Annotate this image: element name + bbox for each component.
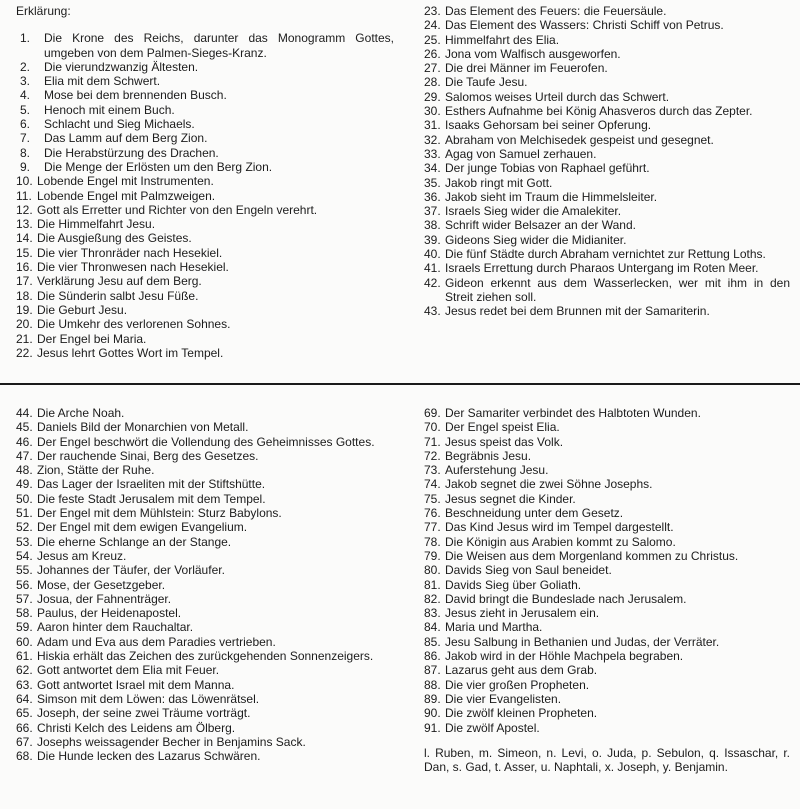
item-text: Gott als Erretter und Richter von den Engeln verehrt. (37, 202, 318, 217)
item-text: Das Element des Wassers: Christi Schiff von Petrus. (445, 18, 724, 33)
legend-item (424, 606, 790, 620)
legend-item (424, 449, 790, 463)
item-number: 21. (16, 331, 33, 346)
item-text: Die Weisen aus dem Morgenland kommen zu Christus. (445, 548, 739, 563)
item-text: Simson mit dem Löwen: das Löwenrätsel. (37, 691, 260, 706)
legend-item (424, 492, 790, 506)
item-text: Israels Sieg wider die Amalekiter. (445, 204, 622, 219)
legend-item (424, 190, 790, 204)
item-text: Davids Sieg von Saul beneidet. (445, 563, 612, 578)
item-number: 54. (16, 548, 33, 563)
legend-item (424, 33, 790, 47)
legend-item (424, 118, 790, 132)
top-left-column (16, 4, 394, 360)
item-text: Lobende Engel mit Instrumenten. (37, 174, 214, 189)
legend-item (16, 649, 394, 663)
item-number: 25. (424, 32, 441, 47)
legend-item (424, 635, 790, 649)
legend-item (424, 406, 790, 420)
legend-list (424, 406, 790, 735)
legend-item (16, 74, 394, 88)
item-number: 28. (424, 75, 441, 90)
legend-item (424, 549, 790, 563)
item-number: 55. (16, 563, 33, 578)
item-text: Schlacht und Sieg Michaels. (44, 117, 195, 132)
item-text: Abraham von Melchisedek gespeist und gesegnet. (445, 132, 714, 147)
item-text: Die vierundzwanzig Ältesten. (44, 59, 199, 74)
legend-item (424, 204, 790, 218)
item-text: Jakob sieht im Traum die Himmelsleiter. (445, 189, 658, 204)
legend-item (424, 692, 790, 706)
item-text: Die vier großen Propheten. (445, 677, 590, 692)
item-number: 68. (16, 749, 33, 764)
item-text: Hiskia erhält das Zeichen des zurückgehenden Sonnenzeigers. (37, 649, 374, 664)
legend-list (424, 4, 790, 319)
tribes-note: l. Ruben, m. Simeon, n. Levi, o. Juda, p. Sebulon, q. Issaschar, r. Dan, s. Gad, t. Asser, u. Naphtali, x. Joseph, y. Benjamin. (424, 745, 790, 775)
legend-item (424, 678, 790, 692)
legend-item (16, 520, 394, 534)
item-number: 27. (424, 61, 441, 76)
item-text: Der rauchende Sinai, Berg des Gesetzes. (37, 448, 259, 463)
legend-item (16, 189, 394, 203)
item-text: Die Sünderin salbt Jesu Füße. (37, 288, 199, 303)
legend-item (16, 563, 394, 577)
item-text: Das Element des Feuers: die Feuersäule. (445, 4, 667, 18)
item-text: Der Engel beschwört die Vollendung des Geheimnisses Gottes. (37, 434, 375, 449)
legend-item (16, 406, 394, 420)
legend-item (16, 346, 394, 360)
item-text: Die fünf Städte durch Abraham vernichtet zur Rettung Loths. (445, 247, 766, 262)
legend-item (16, 260, 394, 274)
legend-item (16, 635, 394, 649)
item-number: 51. (16, 506, 33, 521)
item-number: 59. (16, 620, 33, 635)
legend-item (424, 706, 790, 720)
item-text: Der Samariter verbindet des Halbtoten Wunden. (445, 406, 701, 420)
item-text: Paulus, der Heidenapostel. (37, 606, 182, 621)
item-number: 67. (16, 734, 33, 749)
item-text: Die Königin aus Arabien kommt zu Salomo. (445, 534, 676, 549)
item-number: 34. (424, 161, 441, 176)
legend-item (424, 218, 790, 232)
item-text: Das Kind Jesus wird im Tempel dargestellt. (445, 520, 674, 535)
item-number: 83. (424, 606, 441, 621)
item-number: 32. (424, 132, 441, 147)
top-section (0, 4, 800, 376)
item-text: Jesus lehrt Gottes Wort im Tempel. (37, 345, 224, 360)
item-text: Mose bei dem brennenden Busch. (44, 88, 227, 103)
legend-item (16, 578, 394, 592)
legend-item (424, 247, 790, 261)
legend-item (16, 217, 394, 231)
item-number: 10. (16, 174, 33, 189)
item-number: 71. (424, 434, 441, 449)
item-number: 88. (424, 677, 441, 692)
legend-item (16, 246, 394, 260)
item-number: 26. (424, 46, 441, 61)
item-number: 65. (16, 706, 33, 721)
item-text: Verklärung Jesu auf dem Berg. (37, 274, 202, 289)
item-number: 44. (16, 406, 33, 420)
item-number: 45. (16, 420, 33, 435)
item-number: 80. (424, 563, 441, 578)
item-number: 64. (16, 691, 33, 706)
item-text: Aaron hinter dem Rauchaltar. (37, 620, 194, 635)
legend-item (16, 706, 394, 720)
item-text: Lazarus geht aus dem Grab. (445, 663, 598, 678)
legend-item (16, 492, 394, 506)
item-number: 29. (424, 89, 441, 104)
item-text: Die Krone des Reichs, darunter das Monogramm Gottes, umgeben von dem Palmen-Sieges-Kranz. (44, 31, 394, 60)
item-text: Der Engel speist Elia. (445, 420, 560, 435)
item-text: Die vier Evangelisten. (445, 691, 562, 706)
item-text: Israels Errettung durch Pharaos Untergang im Roten Meer. (445, 261, 759, 276)
legend-list (16, 406, 394, 763)
item-number: 2. (20, 59, 31, 74)
item-text: Der Engel mit dem Mühlstein: Sturz Babylons. (37, 506, 282, 521)
item-number: 69. (424, 406, 441, 420)
item-text: Zion, Stätte der Ruhe. (37, 463, 155, 478)
item-number: 14. (16, 231, 33, 246)
legend-item (16, 463, 394, 477)
item-text: Beschneidung unter dem Gesetz. (445, 506, 624, 521)
legend-item (424, 133, 790, 147)
item-number: 7. (20, 131, 31, 146)
legend-item (424, 592, 790, 606)
item-number: 90. (424, 706, 441, 721)
legend-item (424, 477, 790, 491)
item-text: Lobende Engel mit Palmzweigen. (37, 188, 216, 203)
legend-item (424, 276, 790, 305)
item-number: 22. (16, 345, 33, 360)
legend-item (16, 231, 394, 245)
legend-item (424, 304, 790, 318)
item-number: 86. (424, 649, 441, 664)
legend-item (16, 678, 394, 692)
item-text: Jakob segnet die zwei Söhne Josephs. (445, 477, 653, 492)
legend-item (424, 721, 790, 735)
item-number: 57. (16, 591, 33, 606)
item-text: Jesus zieht in Jerusalem ein. (445, 606, 600, 621)
item-number: 35. (424, 175, 441, 190)
item-number: 24. (424, 18, 441, 33)
item-text: Isaaks Gehorsam bei seiner Opferung. (445, 118, 652, 133)
legend-item (16, 31, 394, 60)
item-number: 43. (424, 304, 441, 319)
item-text: Die Taufe Jesu. (445, 75, 528, 90)
item-number: 41. (424, 261, 441, 276)
legend-item (424, 435, 790, 449)
legend-item (16, 592, 394, 606)
item-number: 70. (424, 420, 441, 435)
legend-item (16, 203, 394, 217)
item-number: 60. (16, 634, 33, 649)
item-number: 53. (16, 534, 33, 549)
legend-item (16, 88, 394, 102)
item-text: Die eherne Schlange an der Stange. (37, 534, 232, 549)
item-text: Die Menge der Erlösten um den Berg Zion. (44, 159, 273, 174)
item-number: 78. (424, 534, 441, 549)
item-number: 62. (16, 663, 33, 678)
item-number: 39. (424, 232, 441, 247)
item-number: 23. (424, 4, 441, 18)
legend-item (424, 649, 790, 663)
legend-list (16, 31, 394, 360)
item-number: 42. (424, 275, 441, 290)
item-text: Jesus redet bei dem Brunnen mit der Samariterin. (445, 304, 710, 319)
item-number: 79. (424, 548, 441, 563)
item-text: Das Lager der Israeliten mit der Stiftshütte. (37, 477, 266, 492)
item-number: 36. (424, 189, 441, 204)
item-text: Die Arche Noah. (37, 406, 125, 420)
item-number: 82. (424, 591, 441, 606)
legend-item (16, 160, 394, 174)
item-number: 46. (16, 434, 33, 449)
item-number: 1. (20, 31, 31, 46)
legend-item (16, 663, 394, 677)
item-number: 84. (424, 620, 441, 635)
legend-item (424, 147, 790, 161)
item-number: 12. (16, 202, 33, 217)
legend-item (16, 606, 394, 620)
legend-item (424, 47, 790, 61)
item-number: 56. (16, 577, 33, 592)
legend-item (424, 506, 790, 520)
item-number: 89. (424, 691, 441, 706)
legend-item (424, 535, 790, 549)
item-number: 91. (424, 720, 441, 735)
item-text: Auferstehung Jesu. (445, 463, 549, 478)
item-text: Jesus speist das Volk. (445, 434, 564, 449)
item-text: Die vier Thronwesen nach Hesekiel. (37, 260, 229, 275)
legend-item (16, 721, 394, 735)
legend-item (16, 332, 394, 346)
item-number: 33. (424, 146, 441, 161)
legend-item (424, 261, 790, 275)
item-text: Die drei Männer im Feuerofen. (445, 61, 608, 76)
item-number: 13. (16, 217, 33, 232)
legend-item (424, 520, 790, 534)
item-text: Die Herabstürzung des Drachen. (44, 145, 219, 160)
legend-item (424, 463, 790, 477)
legend-item (16, 174, 394, 188)
item-text: Die feste Stadt Jerusalem mit dem Tempel. (37, 491, 266, 506)
item-number: 17. (16, 274, 33, 289)
item-number: 9. (20, 159, 31, 174)
item-text: Esthers Aufnahme bei König Ahasveros durch das Zepter. (445, 104, 753, 119)
item-number: 81. (424, 577, 441, 592)
item-text: Jesu Salbung in Bethanien und Judas, der Verräter. (445, 634, 720, 649)
bottom-left-column (16, 406, 394, 763)
legend-item (424, 61, 790, 75)
item-text: Jakob ringt mit Gott. (445, 175, 553, 190)
item-text: Davids Sieg über Goliath. (445, 577, 582, 592)
item-number: 49. (16, 477, 33, 492)
item-text: Henoch mit einem Buch. (44, 102, 175, 117)
item-number: 73. (424, 463, 441, 478)
legend-item (16, 449, 394, 463)
legend-item (16, 749, 394, 763)
item-number: 52. (16, 520, 33, 535)
top-right-column (424, 4, 790, 319)
item-number: 11. (16, 188, 32, 203)
item-text: Die Ausgießung des Geistes. (37, 231, 192, 246)
legend-item (16, 506, 394, 520)
item-text: Die zwölf Apostel. (445, 720, 540, 735)
item-text: Das Lamm auf dem Berg Zion. (44, 131, 208, 146)
item-text: Mose, der Gesetzgeber. (37, 577, 166, 592)
bottom-section (0, 406, 800, 806)
item-number: 15. (16, 245, 33, 260)
item-number: 31. (424, 118, 441, 133)
legend-item (424, 663, 790, 677)
legend-item (424, 578, 790, 592)
item-number: 61. (16, 649, 33, 664)
legend-item (424, 620, 790, 634)
item-number: 8. (20, 145, 31, 160)
item-text: Jona vom Walfisch ausgeworfen. (445, 46, 621, 61)
item-text: Die Umkehr des verlorenen Sohnes. (37, 317, 231, 332)
legend-item (16, 131, 394, 145)
legend-item (16, 735, 394, 749)
item-text: David bringt die Bundeslade nach Jerusalem. (445, 591, 687, 606)
legend-item (16, 549, 394, 563)
item-number: 63. (16, 677, 33, 692)
item-number: 74. (424, 477, 441, 492)
item-number: 72. (424, 448, 441, 463)
item-number: 76. (424, 506, 441, 521)
item-number: 30. (424, 104, 441, 119)
item-text: Josua, der Fahnenträger. (37, 591, 172, 606)
item-number: 40. (424, 247, 441, 262)
item-text: Gideon erkennt aus dem Wasserlecken, wer mit ihm in den Streit ziehen soll. (445, 275, 790, 304)
item-text: Daniels Bild der Monarchien von Metall. (37, 420, 249, 435)
legend-item (16, 274, 394, 288)
item-text: Der Engel bei Maria. (37, 331, 147, 346)
item-number: 58. (16, 606, 33, 621)
item-text: Adam und Eva aus dem Paradies vertrieben. (37, 634, 276, 649)
item-number: 19. (16, 302, 33, 317)
legend-item (16, 289, 394, 303)
item-text: Gideons Sieg wider die Midianiter. (445, 232, 627, 247)
item-number: 75. (424, 491, 441, 506)
item-text: Jesus segnet die Kinder. (445, 491, 576, 506)
legend-item (16, 103, 394, 117)
item-text: Johannes der Täufer, der Vorläufer. (37, 563, 225, 578)
legend-item (16, 420, 394, 434)
legend-item (424, 161, 790, 175)
item-text: Der junge Tobias von Raphael geführt. (445, 161, 650, 176)
legend-item (16, 317, 394, 331)
legend-item (424, 75, 790, 89)
legend-item (424, 18, 790, 32)
legend-item (424, 104, 790, 118)
item-number: 4. (20, 88, 31, 103)
item-number: 77. (424, 520, 441, 535)
legend-item (16, 692, 394, 706)
legend-item (16, 60, 394, 74)
item-number: 85. (424, 634, 441, 649)
item-text: Schrift wider Belsazer an der Wand. (445, 218, 636, 233)
item-number: 5. (20, 102, 31, 117)
legend-item (424, 420, 790, 434)
legend-item (16, 620, 394, 634)
legend-item (16, 303, 394, 317)
item-text: Jakob wird in der Höhle Machpela begraben. (445, 649, 684, 664)
legend-item (16, 535, 394, 549)
item-text: Gott antwortet dem Elia mit Feuer. (37, 663, 220, 678)
item-text: Elia mit dem Schwert. (44, 74, 161, 89)
item-text: Begräbnis Jesu. (445, 448, 532, 463)
item-text: Agag von Samuel zerhauen. (445, 146, 597, 161)
item-text: Der Engel mit dem ewigen Evangelium. (37, 520, 248, 535)
item-number: 87. (424, 663, 441, 678)
legend-item (16, 146, 394, 160)
item-number: 38. (424, 218, 441, 233)
legend-item (424, 90, 790, 104)
legend-item (424, 563, 790, 577)
item-number: 37. (424, 204, 441, 219)
item-number: 48. (16, 463, 33, 478)
item-number: 47. (16, 448, 33, 463)
item-number: 18. (16, 288, 33, 303)
section-divider (0, 383, 800, 385)
item-text: Die Geburt Jesu. (37, 302, 128, 317)
legend-item (424, 4, 790, 18)
item-text: Joseph, der seine zwei Träume vorträgt. (37, 706, 251, 721)
item-text: Salomos weises Urteil durch das Schwert. (445, 89, 670, 104)
item-text: Himmelfahrt des Elia. (445, 32, 560, 47)
legend-item (16, 477, 394, 491)
item-text: Josephs weissagender Becher in Benjamins Sack. (37, 734, 306, 749)
item-text: Christi Kelch des Leidens am Ölberg. (37, 720, 236, 735)
item-number: 50. (16, 491, 33, 506)
item-text: Die zwölf kleinen Propheten. (445, 706, 598, 721)
legend-item (16, 117, 394, 131)
legend-item (424, 176, 790, 190)
item-text: Jesus am Kreuz. (37, 548, 127, 563)
item-text: Die vier Thronräder nach Hesekiel. (37, 245, 223, 260)
item-number: 3. (20, 74, 31, 89)
legend-item (16, 435, 394, 449)
bottom-right-column (424, 406, 790, 774)
item-number: 16. (16, 260, 33, 275)
item-text: Die Hunde lecken des Lazarus Schwären. (37, 749, 261, 764)
item-number: 20. (16, 317, 33, 332)
item-text: Maria und Martha. (445, 620, 543, 635)
item-text: Gott antwortet Israel mit dem Manna. (37, 677, 235, 692)
legend-heading: Erklärung: (16, 4, 71, 18)
legend-item (424, 233, 790, 247)
item-number: 6. (20, 117, 31, 132)
item-number: 66. (16, 720, 33, 735)
item-text: Die Himmelfahrt Jesu. (37, 217, 156, 232)
